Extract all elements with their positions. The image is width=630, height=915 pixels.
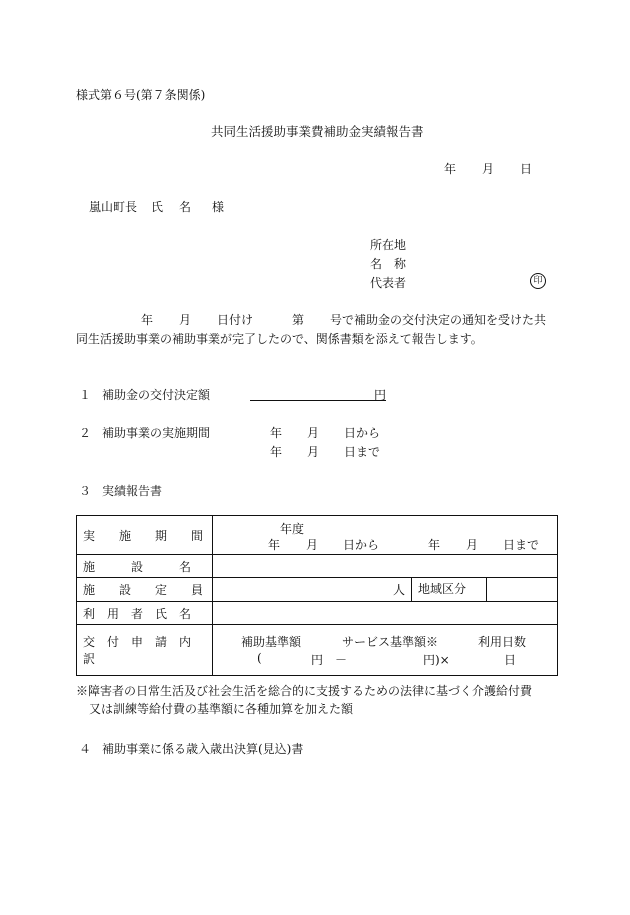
period-from-day: 日から bbox=[343, 538, 380, 552]
facility-name-field[interactable] bbox=[213, 555, 558, 578]
region-label: 地域区分 bbox=[412, 578, 487, 601]
date-year: 年 bbox=[444, 162, 457, 176]
period-cell[interactable] bbox=[213, 516, 558, 555]
addressee-name-label: 氏 名 bbox=[151, 200, 194, 214]
period-to-year: 年 bbox=[428, 538, 441, 552]
facility-name-label: 施 設 名 bbox=[77, 555, 213, 578]
table-row-period bbox=[77, 516, 558, 555]
report-table bbox=[76, 515, 558, 676]
applicant-name-label: 名 称 bbox=[370, 257, 407, 271]
breakdown-col1: 補助基準額 bbox=[241, 635, 302, 649]
breakdown-day: 日 bbox=[504, 653, 517, 667]
form-number: 様式第６号(第７条関係) bbox=[76, 88, 206, 102]
body-day: 日付け bbox=[217, 313, 254, 327]
applicant-location-label: 所在地 bbox=[370, 238, 407, 252]
period-from-month: 月 bbox=[306, 538, 319, 552]
item-1-unit: 円 bbox=[374, 388, 387, 402]
body-year: 年 bbox=[141, 313, 154, 327]
breakdown-col3: 利用日数 bbox=[478, 635, 527, 649]
item-2-from-day: 日から bbox=[344, 426, 381, 440]
breakdown-cell[interactable] bbox=[213, 625, 558, 676]
breakdown-yen2: 円)× bbox=[423, 653, 450, 667]
footnote-line1: ※障害者の日常生活及び社会生活を総合的に支援するための法律に基づく介護給付費 bbox=[76, 684, 533, 698]
item-2-to-day: 日まで bbox=[344, 445, 381, 459]
addressee-office: 嵐山町長 bbox=[89, 200, 138, 214]
region-cell bbox=[412, 578, 558, 602]
user-name-label: 利 用 者 氏 名 bbox=[77, 602, 213, 625]
item-3-label: 実績報告書 bbox=[102, 484, 163, 498]
body-no: 第 bbox=[292, 313, 305, 327]
breakdown-open-paren: ( bbox=[257, 651, 262, 665]
seal-icon: 印 bbox=[530, 273, 546, 289]
user-name-field[interactable] bbox=[213, 602, 558, 625]
item-1-label: 補助金の交付決定額 bbox=[102, 388, 211, 402]
item-2-to-year: 年 bbox=[270, 445, 283, 459]
item-4-label: 補助事業に係る歳入歳出決算(見込)書 bbox=[102, 742, 304, 756]
item-2-from-month: 月 bbox=[307, 426, 320, 440]
breakdown-col2: サービス基準額※ bbox=[342, 635, 439, 649]
grant-amount-field[interactable] bbox=[250, 386, 386, 401]
capacity-field[interactable] bbox=[213, 578, 412, 602]
table-row-facility-name bbox=[77, 555, 558, 578]
page-title: 共同生活援助事業費補助金実績報告書 bbox=[211, 124, 424, 139]
item-2-label: 補助事業の実施期間 bbox=[102, 426, 211, 440]
date-month: 月 bbox=[482, 162, 495, 176]
item-2-from-year: 年 bbox=[270, 426, 283, 440]
item-2-num: ２ bbox=[79, 426, 92, 440]
date-day: 日 bbox=[520, 162, 533, 176]
table-row-breakdown bbox=[77, 625, 558, 676]
item-2-to-month: 月 bbox=[307, 445, 320, 459]
item-4-num: ４ bbox=[79, 742, 92, 756]
table-row-user-name bbox=[77, 602, 558, 625]
breakdown-label: 交 付 申 請 内 訳 bbox=[77, 625, 213, 676]
period-fiscal-year: 年度 bbox=[280, 522, 305, 536]
body-line1-rest: 号で補助金の交付決定の通知を受けた共 bbox=[330, 313, 547, 327]
breakdown-minus: － bbox=[335, 653, 348, 667]
addressee-honorific: 様 bbox=[212, 200, 225, 214]
table-row-capacity bbox=[77, 578, 558, 602]
item-3-num: ３ bbox=[79, 484, 92, 498]
period-to-day: 日まで bbox=[503, 538, 540, 552]
body-line2: 同生活援助事業の補助事業が完了したので、関係書類を添えて報告します。 bbox=[76, 332, 483, 346]
footnote-line2: 又は訓練等給付費の基準額に各種加算を加えた額 bbox=[89, 702, 354, 716]
body-month: 月 bbox=[179, 313, 192, 327]
period-to-month: 月 bbox=[466, 538, 479, 552]
applicant-representative-label: 代表者 bbox=[370, 276, 407, 290]
breakdown-yen1: 円 bbox=[311, 653, 324, 667]
region-field[interactable] bbox=[487, 578, 557, 601]
capacity-unit: 人 bbox=[392, 583, 405, 597]
period-label: 実 施 期 間 bbox=[77, 516, 213, 555]
capacity-label: 施 設 定 員 bbox=[77, 578, 213, 602]
period-from-year: 年 bbox=[268, 538, 281, 552]
item-1-num: １ bbox=[79, 388, 92, 402]
